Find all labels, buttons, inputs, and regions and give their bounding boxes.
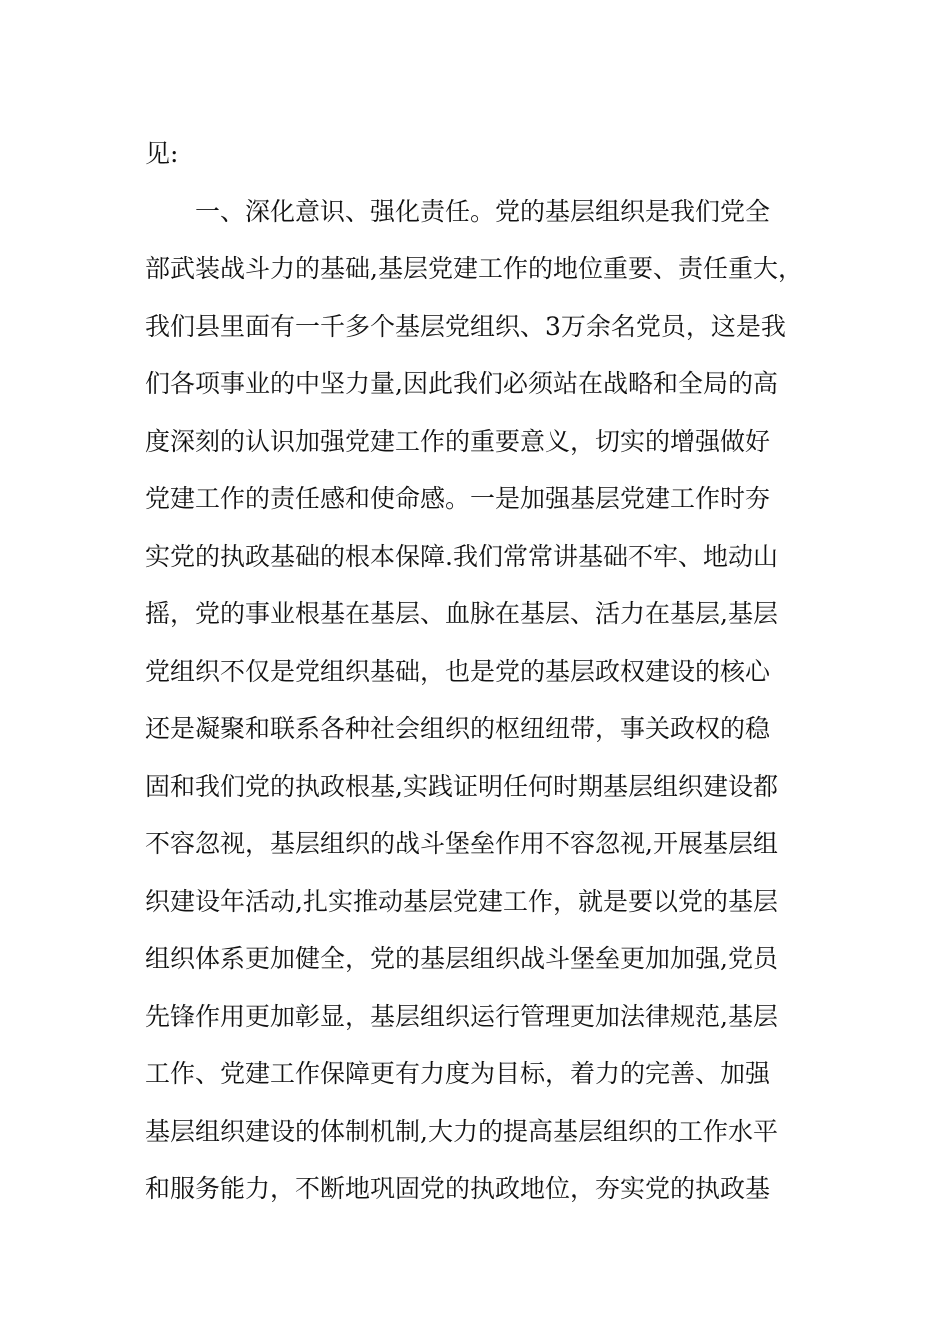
text-line: 度深刻的认识加强党建工作的重要意义，切实的增强做好 xyxy=(145,426,771,456)
text-line: 摇，党的事业根基在基层、血脉在基层、活力在基层,基层 xyxy=(145,599,778,628)
text-line: 我们县里面有一千多个基层党组织、3万余名党员，这是我 xyxy=(145,311,786,341)
text-line: 固和我们党的执政根基,实践证明任何时期基层组织建设都 xyxy=(145,771,778,801)
text-line: 一、深化意识、强化责任。党的基层组织是我们党全 xyxy=(145,196,771,226)
text-line: 组织体系更加健全，党的基层组织战斗堡垒更加加强,党员 xyxy=(145,944,778,973)
text-line: 部武装战斗力的基础,基层党建工作的地位重要、责任重大， xyxy=(145,254,803,283)
text-line: 见: xyxy=(145,139,179,168)
body-text xyxy=(145,125,805,1218)
text-line: 们各项事业的中坚力量,因此我们必须站在战略和全局的高 xyxy=(145,369,778,398)
text-line: 实党的执政基础的根本保障.我们常常讲基础不牢、地动山 xyxy=(145,541,778,571)
text-line: 工作、党建工作保障更有力度为目标，着力的完善、加强 xyxy=(145,1059,771,1088)
text-line: 还是凝聚和联系各种社会组织的枢纽纽带，事关政权的稳 xyxy=(145,714,771,743)
text-line: 先锋作用更加彰显，基层组织运行管理更加法律规范,基层 xyxy=(145,1001,778,1031)
text-line: 织建设年活动,扎实推动基层党建工作，就是要以党的基层 xyxy=(145,886,778,916)
text-line: 党建工作的责任感和使命感。一是加强基层党建工作时夯 xyxy=(145,484,771,513)
text-line: 和服务能力，不断地巩固党的执政地位，夯实党的执政基 xyxy=(145,1174,771,1203)
text-line: 不容忽视，基层组织的战斗堡垒作用不容忽视,开展基层组 xyxy=(145,829,778,858)
text-line: 基层组织建设的体制机制,大力的提高基层组织的工作水平 xyxy=(145,1116,778,1146)
text-line: 党组织不仅是党组织基础，也是党的基层政权建设的核心 xyxy=(145,656,771,686)
